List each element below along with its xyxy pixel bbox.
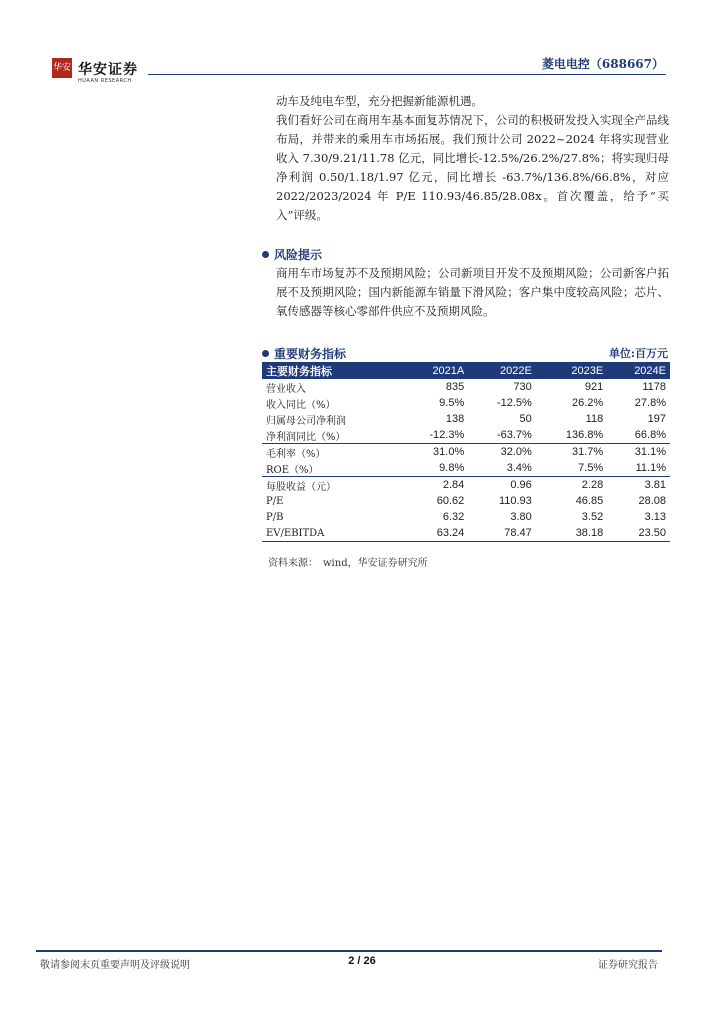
row-label: 收入同比（%） [266, 399, 336, 411]
table-cell: 835 [445, 381, 465, 393]
table-cell: 6.32 [442, 511, 465, 523]
row-label: 营业收入 [266, 383, 306, 395]
risk-text: 商用车市场复苏不及预期风险；公司新项目开发不及预期风险；公司新客户拓展不及预期风险；国内新能源车销量下滑风险；客户集中度较高风险；芯片、氧传感器等核心零部件供应不及预期风险。 [276, 266, 669, 318]
table-cell: 31.1% [607, 444, 670, 461]
row-label: EV/EBITDA [262, 525, 401, 542]
column-header: 2024E [607, 362, 670, 379]
table-cell: 730 [513, 381, 532, 393]
bullet-icon [262, 350, 269, 357]
table-row [262, 395, 670, 411]
table-cell: 3.80 [510, 511, 532, 523]
row-label: ROE（%） [266, 464, 319, 476]
risk-heading-label: 风险提示 [274, 248, 323, 262]
report-title: 菱电电控（688667） [541, 57, 664, 71]
table-cell: 1178 [642, 381, 666, 393]
unit-label: 单位:百万元 [608, 347, 668, 360]
table-row [262, 477, 670, 494]
row-label: 毛利率（%） [262, 444, 401, 461]
page-number: 2 / 26 [348, 955, 376, 967]
row-label: 净利润同比（%） [266, 431, 346, 443]
table-cell: 11.1% [635, 462, 666, 474]
table-cell: 138 [445, 413, 465, 425]
table-cell: 7.5% [578, 462, 604, 474]
bullet-icon [262, 251, 269, 258]
company-logo [52, 58, 142, 88]
row-label: P/E [266, 495, 284, 507]
column-header: 2021A [401, 362, 469, 379]
column-header: 2022E [468, 362, 536, 379]
paragraph-forecast: 我们看好公司在商用车基本面复苏情况下，公司的积极研发投入实现全产品线布局，并带来的乘用车市场拓展。我们预计公司 2022~2024 年将实现营业收入 7.30/9.21/11.78 亿元，同比增长-12.5%/26.2%/27.8%；将实现归母净利润 0.50/1.18/1.97 亿元，同比增长 -63.7%/136.8%/66.8%，对应 2022/2023/2024 年 P/E 110.93/46.85/28.08x。首次覆盖，给予“买入”评级。 [276, 113, 669, 222]
table-cell: 78.47 [468, 525, 536, 542]
table-row [262, 493, 670, 509]
column-header: 2023E [536, 362, 607, 379]
table-cell: 46.85 [575, 495, 604, 507]
row-label: 归属母公司净利润 [266, 415, 346, 427]
financials-heading [262, 345, 346, 362]
table-cell: 60.62 [436, 495, 465, 507]
logo-text: 华安证券 [78, 62, 138, 78]
header-divider [148, 74, 666, 75]
table-row [262, 379, 670, 395]
table-cell: 27.8% [634, 397, 666, 409]
table-cell: 50 [519, 413, 532, 425]
table-cell: 3.81 [607, 477, 670, 494]
risk-heading [262, 246, 322, 263]
table-cell: 2.84 [401, 477, 469, 494]
table-cell: 63.24 [401, 525, 469, 542]
table-row [262, 460, 670, 477]
table-cell: -12.3% [429, 429, 465, 441]
table-cell: 136.8% [565, 429, 604, 441]
data-source-note: 资料来源： wind，华安证券研究所 [268, 558, 428, 569]
table-cell: 38.18 [536, 525, 607, 542]
table-cell: 32.0% [468, 444, 536, 461]
table-cell: 31.0% [401, 444, 469, 461]
row-label: P/B [266, 511, 284, 523]
table-cell: -12.5% [496, 397, 532, 409]
table-cell: 0.96 [468, 477, 536, 494]
footer-divider [36, 950, 662, 952]
table-cell: 9.5% [439, 397, 465, 409]
logo-seal: 华安 [52, 58, 72, 78]
table-cell: 197 [647, 413, 666, 425]
table-cell: 110.93 [498, 495, 532, 507]
table-cell: 31.7% [536, 444, 607, 461]
paragraph-intro: 动车及纯电车型，充分把握新能源机遇。 [276, 94, 483, 108]
table-cell: 9.8% [439, 462, 465, 474]
financials-heading-label: 重要财务指标 [274, 347, 347, 361]
footer-disclaimer: 敬请参阅末页重要声明及评级说明 [40, 960, 190, 971]
table-cell: 921 [584, 381, 604, 393]
table-cell: 3.13 [644, 511, 666, 523]
table-cell: -63.7% [496, 429, 532, 441]
table-cell: 28.08 [638, 495, 666, 507]
table-row [262, 509, 670, 525]
table-row [262, 411, 670, 427]
table-cell: 26.2% [572, 397, 604, 409]
table-cell: 118 [585, 413, 604, 425]
financial-table [262, 362, 670, 542]
column-header: 主要财务指标 [262, 362, 401, 379]
table-row [262, 444, 670, 461]
table-row [262, 427, 670, 444]
table-cell: 2.28 [536, 477, 607, 494]
row-label: 每股收益（元） [262, 477, 401, 494]
table-cell: 23.50 [607, 525, 670, 542]
table-row [262, 525, 670, 542]
table-cell: 3.52 [581, 511, 604, 523]
footer-report-type: 证券研究报告 [598, 960, 658, 971]
table-cell: 66.8% [634, 429, 666, 441]
table-header-row [262, 362, 670, 379]
table-cell: 3.4% [506, 462, 532, 474]
logo-subtext: HUAAN RESEARCH [78, 78, 132, 84]
